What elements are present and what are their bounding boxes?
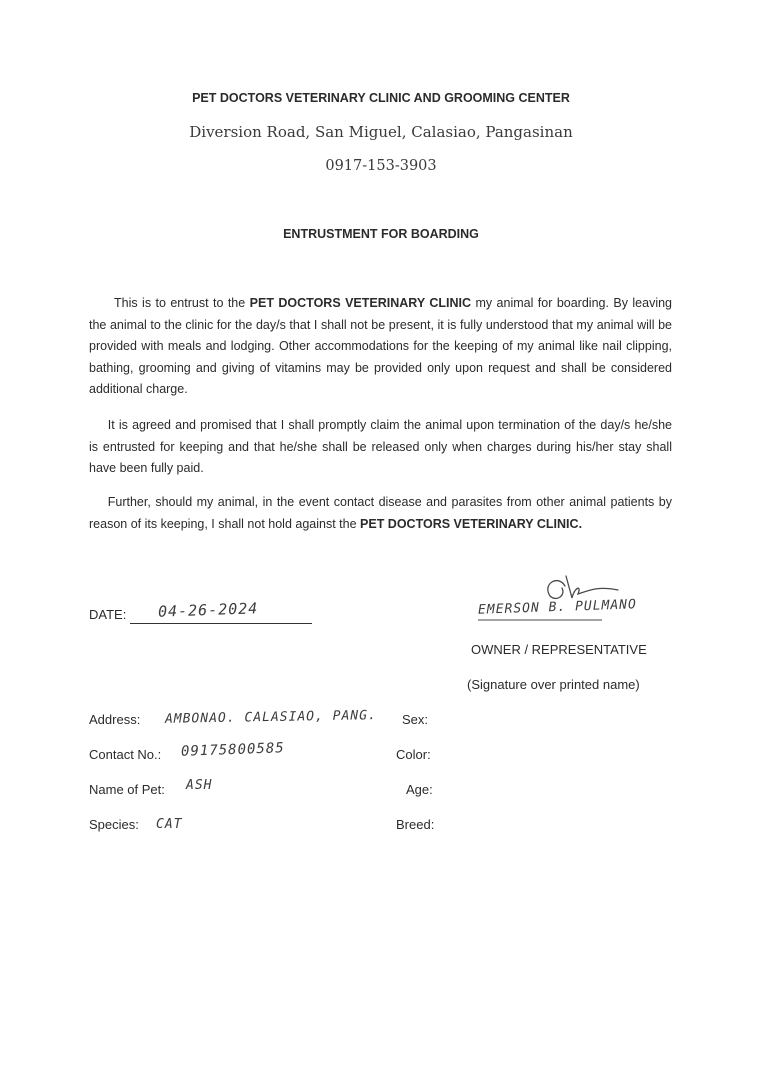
printed-name: EMERSON B. PULMANO: [477, 597, 638, 618]
pet-name-label: Name of Pet:: [89, 782, 165, 797]
species-label: Species:: [89, 817, 139, 832]
paragraph-entrust-end: my animal for boarding. By leaving the animal to the clinic for the day/s that I shall not be present, it is fully understood that my animal will be provided with meals and lodging. Other accommodations for the keeping of my animal like nail clipping, bathing, grooming and giving of vitamins may be provided only upon request and shall be considered additional charge.: [89, 296, 672, 396]
paragraph-agreement: [89, 415, 672, 480]
paragraph-entrust-clinic: PET DOCTORS VETERINARY CLINIC: [249, 296, 472, 310]
paragraph-liability: [89, 492, 672, 535]
contact-value: 09175800585: [180, 740, 285, 760]
paragraph-entrust-start: This is to entrust to the: [114, 296, 250, 310]
signature-stroke: [548, 576, 618, 598]
sex-label: Sex:: [402, 712, 429, 727]
paragraph-liability-clinic: PET DOCTORS VETERINARY CLINIC: [360, 516, 579, 531]
paragraph-liability-end: .: [578, 516, 583, 531]
date-label: DATE:: [89, 607, 127, 622]
address-label: Address:: [89, 712, 141, 727]
date-value: 04-26-2024: [157, 599, 259, 621]
clinic-phone: 0917-153-3903: [325, 158, 437, 174]
clinic-name: PET DOCTORS VETERINARY CLINIC AND GROOMING CENTER: [192, 91, 570, 105]
age-label: Age:: [406, 782, 433, 797]
paragraph-agreement-text: It is agreed and promised that I shall promptly claim the animal upon termination of the day/s he/she is entrusted for keeping and that he/she shall be released only when charges during his/her stay shall have been fully paid.: [89, 418, 672, 475]
paragraph-liability-start: Further, should my animal, in the event contact disease and parasites from other animal patients by reason of its keeping, I shall not hold against the: [89, 495, 672, 531]
color-label: Color:: [396, 747, 431, 762]
clinic-address: Diversion Road, San Miguel, Calasiao, Pangasinan: [189, 123, 573, 141]
species-value: CAT: [156, 817, 183, 832]
breed-label: Breed:: [396, 817, 435, 832]
document-title: ENTRUSTMENT FOR BOARDING: [283, 227, 479, 241]
pet-name-value: ASH: [186, 778, 213, 793]
contact-label: Contact No.:: [89, 747, 162, 762]
address-value: AMBONAO. CALASIAO, PANG.: [164, 708, 377, 727]
owner-note: (Signature over printed name): [467, 677, 640, 692]
paragraph-entrust: [89, 293, 672, 401]
date-underline: [130, 623, 312, 624]
owner-label: OWNER / REPRESENTATIVE: [471, 642, 647, 657]
